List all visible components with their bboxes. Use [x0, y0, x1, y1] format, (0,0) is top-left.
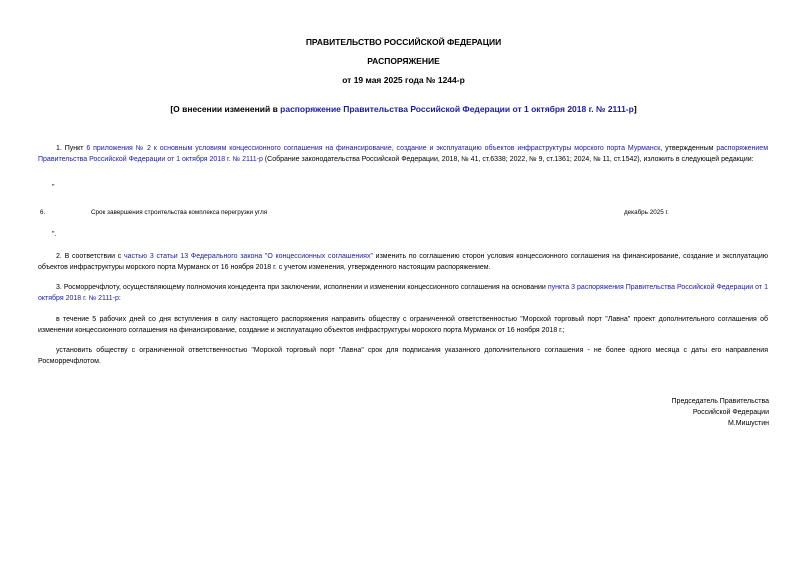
concession-law-link[interactable]: частью 3 статьи 13 Федерального закона "О концессионных соглашениях" [124, 253, 373, 260]
order-point-3-link[interactable]: пункта 3 распоряжения Правительства Российской Федерации от 1 октября 2018 г. № 2111-р [38, 284, 768, 302]
document-title [40, 104, 767, 114]
signature-line-1: Председатель Правительства [671, 398, 769, 405]
paragraph-1: 1. Пункт 6 приложения № 2 к основным условиям концессионного соглашения на финансирование, создание и эксплуатацию объектов инфраструктуры морского порта Мурманск, утвержденным распоряжением Правительства Российской Федерации от 1 октября 2018 г. № 2111-р (Собрание законодательства Российской Федерации, 2018, № 41, ст.6338; 2022, № 9, ст.1361; 2024, № 11, ст.1542), изложить в следующей редакции: [38, 145, 769, 163]
government-heading: ПРАВИТЕЛЬСТВО РОССИЙСКОЙ ФЕДЕРАЦИИ [305, 37, 502, 47]
paragraph-2: 2. В соответствии с частью 3 статьи 13 Федерального закона "О концессионных соглашениях" изменить по соглашению сторон условия концессионного соглашения на финансирование, создание и эксплуатацию объектов инфраструктуры морского порта Мурманск от 16 ноября 2018 г. с учетом изменения, утвержденного настоящим распоряжением. [38, 253, 768, 271]
quote-close: ". [52, 231, 57, 238]
title-amended-order-link[interactable]: распоряжение Правительства Российской Федерации от 1 октября 2018 г. № 2111-р [280, 104, 634, 114]
signature-block [672, 396, 769, 429]
table-row-date: декабрь 2025 г. [624, 209, 669, 216]
signature-line-2: Российской Федерации [692, 409, 769, 416]
paragraph-3: 3. Росморречфлоту, осуществляющему полномочия концедента при заключении, исполнении и изменении концессионного соглашения на основании пункта 3 распоряжения Правительства Российской Федерации от 1 октября 2018 г. № 2111-р: [38, 284, 768, 302]
document-date-number: от 19 мая 2025 года № 1244-р [342, 75, 465, 85]
table-row-text: Срок завершения строительства комплекса перегрузки угля [91, 209, 268, 216]
title-open: [О внесении изменений в [170, 104, 281, 114]
title-close: ] [633, 104, 637, 114]
order-2111-link[interactable]: распоряжением Правительства Российской Федерации от 1 октября 2018 г. № 2111-р [38, 145, 769, 163]
quote-open: " [52, 184, 55, 191]
paragraph-5: установить обществу с ограниченной ответственностью "Морской торговый порт "Лавна" срок для подписания указанного дополнительного соглашения - не более одного месяца с даты его направления Росморречфлотом. [38, 347, 768, 365]
appendix-link[interactable]: 6 приложения № 2 к основным условиям концессионного соглашения на финансирование, создание и эксплуатацию объектов инфраструктуры морского порта Мурманск [86, 145, 661, 152]
table-row-number: 6. [40, 209, 46, 216]
signature-line-3: М.Мишустин [727, 420, 769, 427]
document-type: РАСПОРЯЖЕНИЕ [367, 56, 440, 66]
paragraph-4: в течение 5 рабочих дней со дня вступления в силу настоящего распоряжения направить обществу с ограниченной ответственностью "Морской торговый порт "Лавна" проект дополнительного соглашения об изменении концессионного соглашения на финансирование, создание и эксплуатацию объектов инфраструктуры морского порта Мурманск от 16 ноября 2018 г.; [38, 316, 768, 334]
